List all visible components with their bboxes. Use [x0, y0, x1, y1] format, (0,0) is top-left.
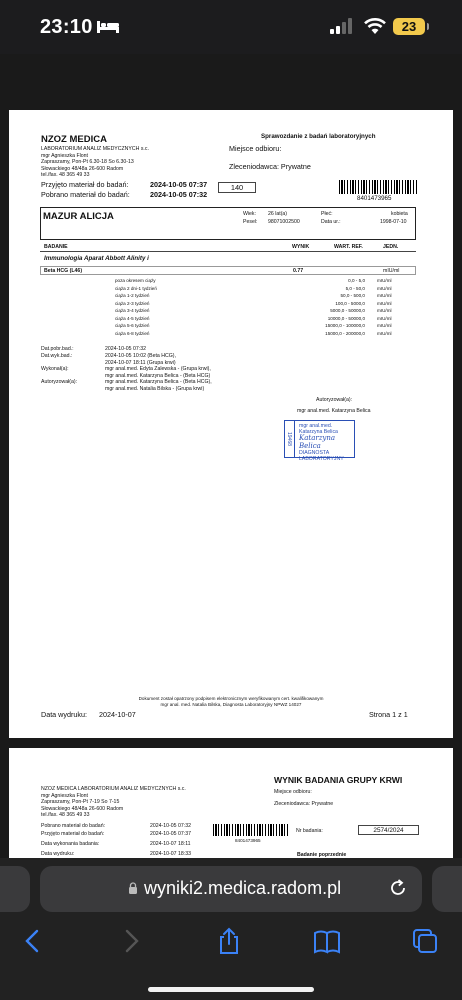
ref-range: 100,0 - 5000,0: [335, 300, 365, 306]
ref-unit: mIU/ml: [377, 285, 392, 291]
sex-value: kobieta: [391, 211, 408, 217]
ref-unit: mIU/ml: [377, 315, 392, 321]
home-indicator: [148, 987, 314, 992]
column-reference: WART. REF.: [334, 244, 363, 250]
esign-note: Dokument został opatrzony podpisem elektronicznym weryfikowanym cert. kwalifikowanym: [138, 696, 324, 701]
reference-row: [115, 315, 405, 323]
report-page-2: [9, 748, 453, 858]
client-label: Zleceniodawca: Prywatne: [229, 162, 311, 171]
reference-row: [115, 292, 405, 300]
ref-unit: mIU/ml: [377, 308, 392, 313]
info-value: 2024-10-05 07:32: [150, 823, 191, 829]
reference-row: [115, 330, 405, 338]
cellular-signal-icon: [330, 18, 352, 34]
info-label: Pobrano materiał do badań:: [41, 823, 106, 829]
received-label: Przyjęto materiał do badań:: [41, 180, 129, 189]
document-viewer[interactable]: [0, 54, 462, 858]
ref-range: 0,0 - 5,0: [348, 278, 365, 283]
barcode-number: 8401473965: [357, 195, 392, 202]
previous-test-heading: Badanie poprzednie: [297, 852, 347, 858]
sex-label: Płeć:: [321, 211, 333, 217]
column-unit: JEDN.: [383, 244, 399, 250]
address-bar-area: [0, 858, 462, 918]
info-label: Przyjęto materiał do badań:: [41, 831, 105, 837]
pickup-label: Miejsce odbioru:: [229, 144, 282, 153]
collected-label: Pobrano materiał do badań:: [41, 190, 130, 199]
print-date-label: Data wydruku:: [41, 710, 87, 719]
authorized-line: mgr anal.med. Katarzyna Belica - (Beta HCG),: [105, 379, 212, 385]
lab-line: NZOZ MEDICA LABORATORIUM ANALIZ MEDYCZNYCH s.c.: [41, 786, 186, 792]
ref-label: ciąża 5-6 tydzień: [115, 323, 150, 328]
ref-range: 50,0 - 500,0: [340, 293, 365, 298]
status-bar: [0, 0, 462, 54]
ref-unit: mIU/ml: [377, 278, 392, 283]
lab-line: LABORATORIUM ANALIZ MEDYCZNYCH s.c.: [41, 146, 149, 152]
reference-row: [115, 307, 405, 315]
client-label: Zleceniodawca: Prywatne: [274, 801, 334, 807]
status-time: 23:10: [40, 16, 93, 38]
back-icon[interactable]: [18, 926, 48, 956]
signature-label: Autoryzował(a):: [316, 397, 353, 403]
info-label: Data wykonania badania:: [41, 841, 100, 847]
report-page-1: [9, 110, 453, 738]
info-label: Data wydruku:: [41, 851, 75, 857]
handwritten-signature: Katarzyna Belica: [299, 434, 336, 450]
barcode-number: 8401473965: [235, 838, 261, 843]
lab-line: mgr Agnieszka Flont: [41, 152, 88, 159]
ref-label: ciąża 6-8 tydzień: [115, 330, 150, 336]
header-divider: [40, 251, 416, 252]
address-bar[interactable]: [40, 866, 422, 912]
lab-line: Słowackiego 48/48a 26-600 Radom: [41, 165, 124, 172]
performed-label: Wykonał(a):: [41, 366, 69, 372]
patient-name: MAZUR ALICJA: [43, 211, 114, 222]
signatory-name: mgr anal.med. Katarzyna Belica: [297, 408, 371, 414]
ref-range: 10000,0 - 50000,0: [327, 315, 365, 321]
collected-value: 2024-10-05 07:32: [150, 190, 208, 199]
reference-row: [115, 277, 405, 285]
ref-unit: mIU/ml: [377, 300, 392, 306]
reference-row: [115, 285, 405, 293]
authorized-label: Autoryzował(a):: [41, 379, 78, 385]
stamp-number: 19468: [285, 421, 295, 457]
lab-line: Zapraszamy, Pon-Pt 7-19 So 7-15: [41, 799, 120, 805]
page-indicator: Strona 1 z 1: [369, 710, 408, 719]
url-text: wyniki2.medica.radom.pl: [144, 878, 342, 898]
reference-row: [115, 300, 405, 308]
sample-barcode: [339, 180, 417, 194]
info-value: 2024-10-07 18:33: [150, 851, 191, 857]
dob-value: 1998-07-10: [380, 219, 407, 225]
stamp-name: mgr anal.med. Katarzyna Belica: [299, 423, 338, 435]
document-title: Sprawozdanie z badań laboratoryjnych: [261, 133, 376, 140]
test-name: Beta HCG (L46): [44, 268, 83, 274]
ref-label: poza okresem ciąży: [115, 278, 156, 283]
lab-line: tel./fax. 48 365 49 33: [41, 812, 90, 818]
test-result: 0.77: [293, 268, 304, 274]
stamp-title: DIAGNOSTA LABORATORYJNY: [299, 450, 344, 462]
column-result: WYNIK: [292, 244, 310, 250]
ref-unit: mIU/ml: [377, 293, 392, 298]
lab-line: Słowackiego 48/48a 26-600 Radom: [41, 805, 124, 812]
share-icon[interactable]: [214, 926, 244, 956]
performed-line: mgr anal.med. Katarzyna Belica - (Beta HCG): [105, 372, 211, 379]
pesel-value: 98071002500: [268, 219, 300, 225]
sleep-focus-icon: [97, 19, 119, 33]
order-date-value: 2024-10-05 07:32: [105, 346, 146, 352]
performed-line: mgr anal.med. Edyta Zalewska - (Grupa krwi),: [105, 366, 211, 372]
lab-line: Zapraszamy, Pon-Pt 6.30-18 So 6.30-13: [41, 159, 134, 165]
age-label: Wiek:: [243, 211, 256, 217]
ref-label: ciąża 4-5 tydzień: [115, 315, 150, 321]
reference-table: [115, 277, 405, 337]
ref-label: ciąża 2-3 tydzień: [115, 300, 150, 306]
ref-range: 5,0 - 50,0: [345, 285, 365, 291]
blood-group-title: WYNIK BADANIA GRUPY KRWI: [274, 775, 403, 785]
column-test: BADANIE: [44, 244, 68, 250]
exec-date-label: Dat.wyk.bad.:: [41, 353, 73, 359]
dob-label: Data ur.:: [321, 219, 341, 225]
ref-range: 15000,0 - 200000,0: [325, 330, 365, 336]
sample-box-number: 140: [218, 182, 256, 193]
authorized-line: mgr anal.med. Natalia Bilska - (Grupa krwi): [105, 385, 205, 392]
exec-date-line: 2024-10-07 18:11 (Grupa krwi): [105, 359, 176, 366]
esign-note: mgr anal. med. Natalia Bilska, Diagnosta Laboratoryjny NPWZ 14027: [160, 702, 302, 707]
lab-line: tel./fax. 48 365 49 33: [41, 172, 90, 178]
wifi-icon: [364, 17, 386, 34]
reference-row: [115, 322, 405, 330]
lab-line: mgr Agnieszka Flont: [41, 792, 88, 799]
next-tab-peek[interactable]: [432, 866, 462, 912]
info-value: 2024-10-07 18:11: [150, 841, 191, 847]
lab-name: NZOZ MEDICA: [41, 134, 107, 145]
ref-unit: mIU/ml: [377, 330, 392, 336]
pesel-label: Pesel:: [243, 219, 258, 225]
tabs-icon[interactable]: [410, 926, 440, 956]
order-date-label: Dat.pobr.bad.:: [41, 346, 74, 352]
ref-unit: mIU/ml: [377, 323, 392, 328]
test-row: [40, 266, 416, 275]
bookmarks-icon[interactable]: [312, 926, 342, 956]
exec-date-line: 2024-10-05 10:02 (Beta HCG),: [105, 353, 176, 359]
section-title: Immunologia Aparat Abbott Alinity i: [44, 255, 149, 262]
ref-label: ciąża 1-2 tydzień: [115, 293, 150, 298]
age-value: 26 lat(a): [268, 211, 288, 217]
lock-icon: [128, 882, 138, 894]
ref-label: ciąża 3-4 tydzień: [115, 308, 150, 313]
battery-indicator: 23: [393, 18, 425, 35]
print-date-value: 2024-10-07: [99, 710, 136, 719]
pickup-label: Miejsce odbioru:: [274, 789, 312, 795]
received-value: 2024-10-05 07:37: [150, 180, 208, 189]
test-number-label: Nr badania:: [296, 828, 323, 834]
test-number-value: 2574/2024: [358, 825, 419, 835]
diagnostician-stamp: [284, 420, 355, 462]
forward-icon[interactable]: [116, 926, 146, 956]
reload-icon[interactable]: [388, 878, 408, 898]
test-unit: mIU/ml: [383, 268, 400, 274]
browser-toolbar: [0, 918, 462, 1000]
patient-box: [40, 207, 416, 240]
info-value: 2024-10-05 07:37: [150, 831, 191, 837]
ref-label: ciąża 2 dni-1 tydzień: [115, 285, 157, 291]
sample-barcode: [213, 824, 290, 836]
previous-tab-peek[interactable]: [0, 866, 30, 912]
ref-range: 15000,0 - 100000,0: [325, 323, 365, 328]
ref-range: 5000,0 - 50000,0: [330, 308, 365, 313]
